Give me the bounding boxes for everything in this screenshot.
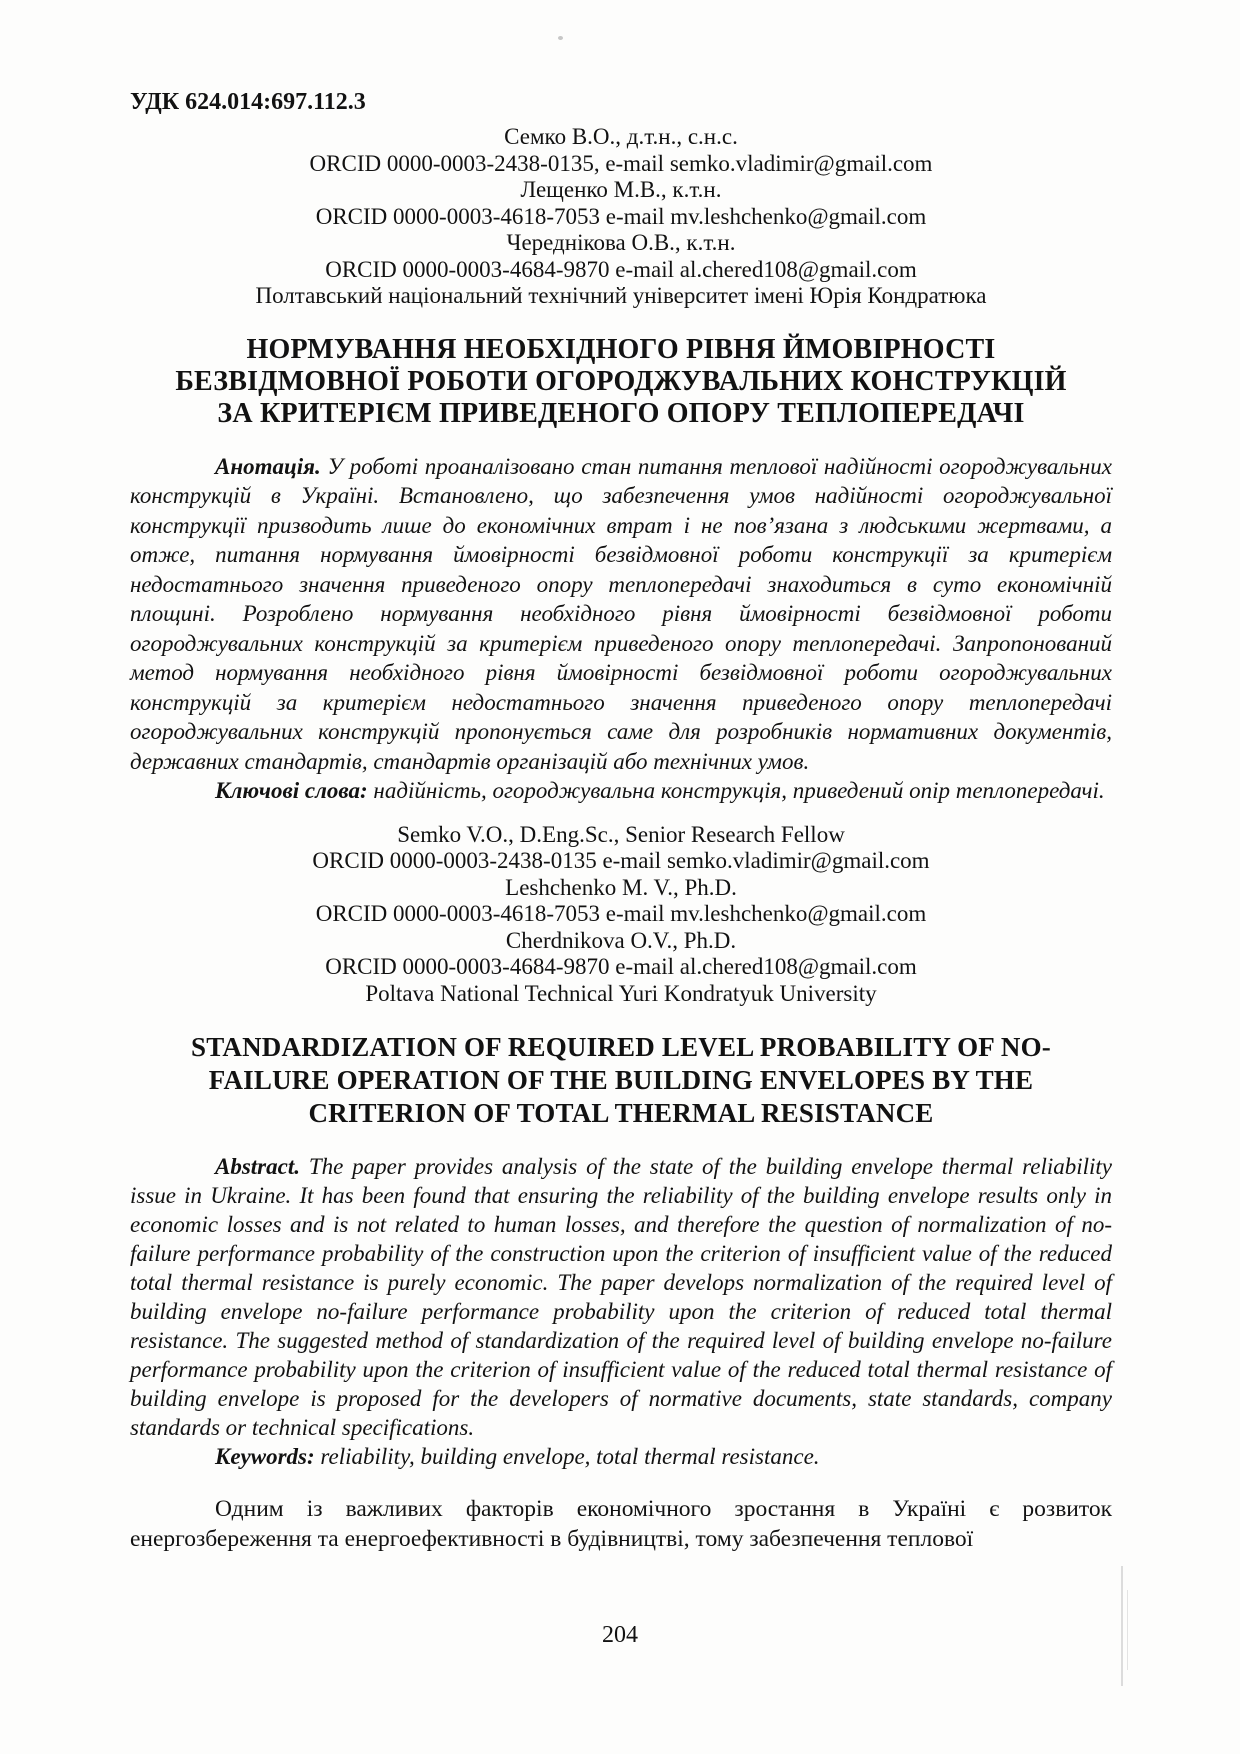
author-orcid-en-1: ORCID 0000-0003-2438-0135 e-mail semko.vladimir@gmail.com — [312, 848, 930, 873]
author-orcid-en-2: ORCID 0000-0003-4618-7053 e-mail mv.leshchenko@gmail.com — [315, 901, 927, 926]
abstract-en-label: Abstract. — [215, 1154, 300, 1179]
keywords-en — [130, 1442, 1112, 1472]
article-title-en — [130, 1031, 1112, 1130]
affiliation-uk: Полтавський національний технічний університет імені Юрія Кондратюка — [255, 283, 987, 308]
udc-code: УДК 624.014:697.112.3 — [130, 89, 366, 115]
page-content — [130, 88, 1112, 1554]
abstract-uk-label: Анотація. — [215, 453, 321, 479]
keywords-uk-text: надійність, огороджувальна конструкція, приведений опір теплопередачі. — [373, 778, 1105, 803]
keywords-en-text: reliability, building envelope, total thermal resistance. — [320, 1444, 820, 1469]
author-name-en-1: Semko V.O., D.Eng.Sc., Senior Research Fellow — [397, 821, 845, 847]
authors-block-en — [130, 822, 1112, 1008]
article-title-uk-line-3: ЗА КРИТЕРІЄМ ПРИВЕДЕНОГО ОПОРУ ТЕПЛОПЕРЕДАЧІ — [217, 397, 1025, 429]
author-name-en-3: Cherdnikova O.V., Ph.D. — [505, 927, 737, 953]
article-title-en-line-1: STANDARDIZATION OF REQUIRED LEVEL PROBABILITY OF NO- — [190, 1032, 1052, 1062]
author-name-uk-3: Череднікова О.В., к.т.н. — [506, 230, 736, 255]
author-name-uk-1: Семко В.О., д.т.н., с.н.с. — [504, 124, 738, 149]
author-name-uk-2: Лещенко М.В., к.т.н. — [520, 177, 722, 202]
abstract-uk — [130, 452, 1112, 777]
keywords-uk — [130, 776, 1112, 806]
author-orcid-uk-1: ORCID 0000-0003-2438-0135, e-mail semko.vladimir@gmail.com — [309, 150, 933, 176]
author-orcid-uk-3: ORCID 0000-0003-4684-9870 e-mail al.chered108@gmail.com — [325, 256, 917, 282]
scan-speck — [558, 36, 563, 40]
intro-paragraph: Одним із важливих факторів економічного зростання в Україні є розвиток енергозбереження та енергоефективності в будівництві, тому забезпечення теплової — [130, 1495, 1112, 1552]
article-title-uk-line-1: НОРМУВАННЯ НЕОБХІДНОГО РІВНЯ ЙМОВІРНОСТІ — [246, 333, 996, 365]
abstract-en-text: The paper provides analysis of the state of the building envelope thermal reliability issue in Ukraine. It has been found that ensuring the reliability of the building envelope results only in economic losses and is not related to human losses, and therefore the question of normalization of no-failure performance probability of the construction upon the criterion of insufficient value of the reduced total thermal resistance is purely economic. The paper develops normalization of the required level of building envelope no-failure performance probability upon the criterion of reduced total thermal resistance. The suggested method of standardization of the required level of building envelope no-failure performance probability upon the criterion of insufficient value of the reduced total thermal resistance of building envelope is proposed for the developers of normative documents, state standards, company standards or technical specifications. — [130, 1154, 1113, 1440]
abstract-en — [130, 1152, 1112, 1442]
affiliation-en: Poltava National Technical Yuri Kondratyuk University — [365, 980, 877, 1006]
article-title-uk-line-2: БЕЗВІДМОВНОЇ РОБОТИ ОГОРОДЖУВАЛЬНИХ КОНСТРУКЦІЙ — [175, 365, 1067, 397]
keywords-en-label: Keywords: — [215, 1444, 315, 1469]
article-title-en-line-2: FAILURE OPERATION OF THE BUILDING ENVELOPES BY THE — [208, 1065, 1034, 1095]
page-number: 204 — [602, 1622, 638, 1648]
article-title-uk — [130, 334, 1112, 430]
keywords-uk-label: Ключові слова: — [215, 778, 368, 803]
author-name-en-2: Leshchenko M. V., Ph.D. — [505, 874, 737, 900]
article-title-en-line-3: CRITERION OF TOTAL THERMAL RESISTANCE — [308, 1098, 934, 1128]
authors-block-uk — [130, 124, 1112, 310]
abstract-uk-text: У роботі проаналізовано стан питання теплової надійності огороджувальних конструкцій в Україні. Встановлено, що забезпечення умов надійності огороджувальної конструкції призводить лише до економічних втрат і не пов’язана з людськими жертвами, а отже, питання нормування ймовірності безвідмовної роботи конструкції за критерієм недостатнього значення приведеного опору теплопередачі знаходиться в суто економічній площині. Розроблено нормування необхідного рівня ймовірності безвідмовної роботи огороджувальних конструкцій за критерієм приведеного опору теплопередачі. Запропонований метод нормування необхідного рівня ймовірності безвідмовної роботи огороджувальних конструкцій за критерієм недостатнього значення приведеного опору теплопередачі огороджувальних конструкцій пропонується саме для розробників нормативних документів, державних стандартів, стандартів організацій або технічних умов. — [130, 453, 1113, 774]
author-orcid-uk-2: ORCID 0000-0003-4618-7053 e-mail mv.leshchenko@gmail.com — [315, 203, 927, 229]
author-orcid-en-3: ORCID 0000-0003-4684-9870 e-mail al.chered108@gmail.com — [325, 954, 917, 979]
